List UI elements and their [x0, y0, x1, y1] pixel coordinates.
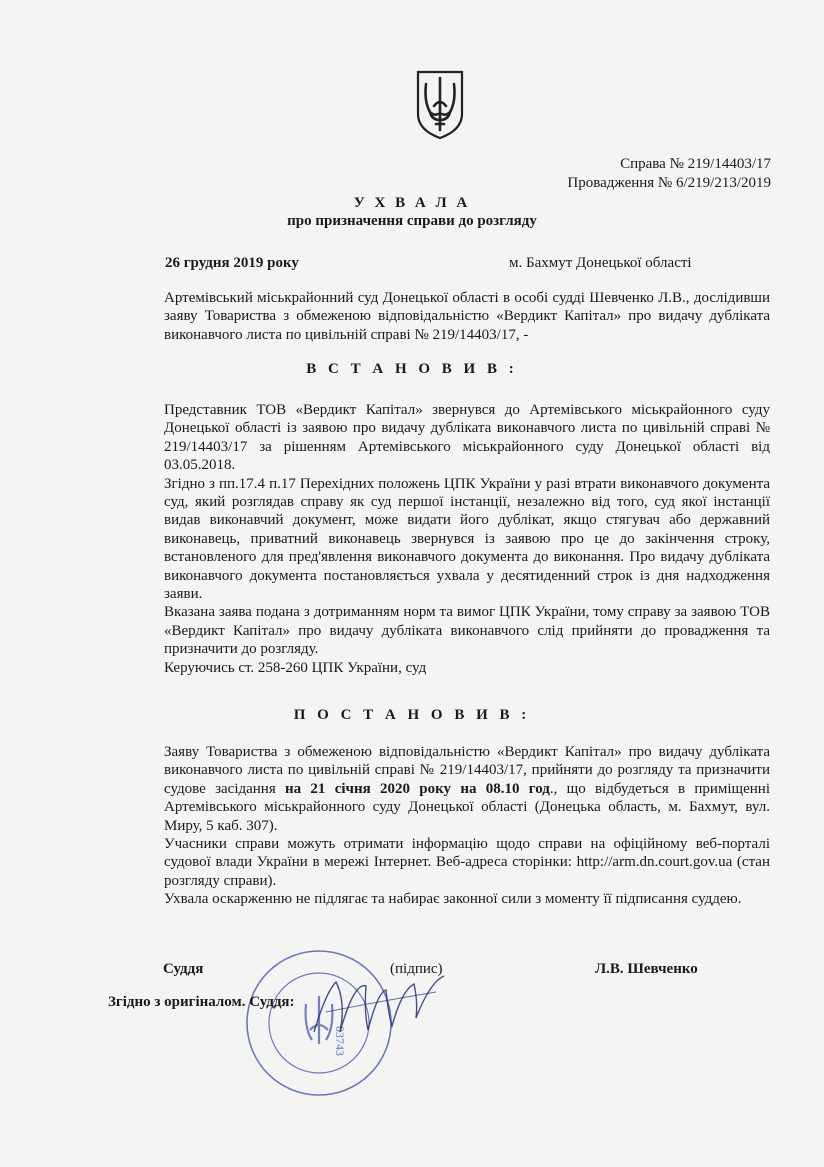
signature-label: (підпис): [390, 961, 443, 977]
document-title: У Х В А Л А: [353, 195, 471, 211]
judge-name: Л.В. Шевченко: [595, 961, 698, 977]
hearing-date: на 21 січня 2020 року на 08.10 год: [285, 780, 550, 797]
document-place: м. Бахмут Донецької області: [509, 255, 692, 271]
resolved-section: [108, 743, 770, 909]
coat-of-arms-icon: [414, 68, 466, 140]
resolved-paragraph: Учасники справи можуть отримати інформацію щодо справи на офіційному веб-порталі судової влади України в мережі Інтернет. Веб-адреса сторінки: http://arm.dn.court.gov.ua (стан розгляду справи).: [164, 836, 770, 889]
established-section: [108, 401, 770, 677]
resolved-text: Заяву Товариства з обмеженою відповідальністю «Вердикт Капітал» про видачу дубліката виконавчого листа по цивільній справі № 219/14403/17, прийняти до розгляду та призначити судове засідання: [164, 744, 770, 797]
heading-established: В С Т А Н О В И В :: [306, 361, 518, 377]
copy-certification: Згідно з оригіналом. Суддя:: [108, 994, 295, 1010]
stamp-code: 03743: [333, 1026, 347, 1056]
proceeding-number: Провадження № 6/219/213/2019: [567, 175, 771, 191]
case-number: Справа № 219/14403/17: [620, 156, 771, 172]
established-paragraph: Згідно з пп.17.4 п.17 Перехідних положень ЦПК України у разі втрати виконавчого документа суд, який розглядав справу як суд першої інстанції, незалежно від того, суд якої інстанції видав виконавчий документ, може видати його дублікат, якщо стягувач або державний виконавець, приватний виконавець звернувся із заявою про це до закінчення строку, встановленого для пред'явлення виконавчого документа до виконання. Про видачу дубліката виконавчого документа постановляється ухвала у десятиденний строк із дня надходження заяви.: [164, 475, 770, 603]
resolved-paragraph: [108, 743, 770, 835]
established-paragraph: Керуючись ст. 258-260 ЦПК України, суд: [164, 659, 427, 676]
established-paragraph: Вказана заява подана з дотриманням норм та вимог ЦПК України, тому справу за заявою ТОВ «Вердикт Капітал» про видачу дубліката виконавчого слід прийняти до провадження та призначити до розгляду.: [164, 604, 770, 658]
intro-text: Артемівський міськрайонний суд Донецької області в особі судді Шевченко Л.В., дослідивши заяву Товариства з обмеженою відповідальністю «Вердикт Капітал» про видачу дубліката виконавчого листа по цивільній справі № 219/14403/17, -: [164, 290, 770, 343]
intro-paragraph: [108, 289, 770, 344]
resolved-text: ., що відбудеться в приміщенні Артемівського міськрайонного суду Донецької області (Донецька область, м. Бахмут, вул. Миру, 5 каб. 307).: [164, 780, 770, 834]
heading-resolved: П О С Т А Н О В И В :: [293, 707, 531, 723]
judge-label: Суддя: [163, 961, 204, 977]
resolved-paragraph: Ухвала оскарженню не підлягає та набирає законної сили з моменту її підписання суддею.: [164, 891, 742, 908]
established-paragraph: Представник ТОВ «Вердикт Капітал» звернувся до Артемівського міськрайонного суду Донецької області із заявою про видачу дубліката виконавчого листа по цивільній справі № 219/14403/17 за рішенням Артемівського міськрайонного суду Донецької області від 03.05.2018.: [164, 402, 770, 474]
document-date: 26 грудня 2019 року: [165, 255, 299, 271]
document-subtitle: про призначення справи до розгляду: [287, 213, 537, 229]
